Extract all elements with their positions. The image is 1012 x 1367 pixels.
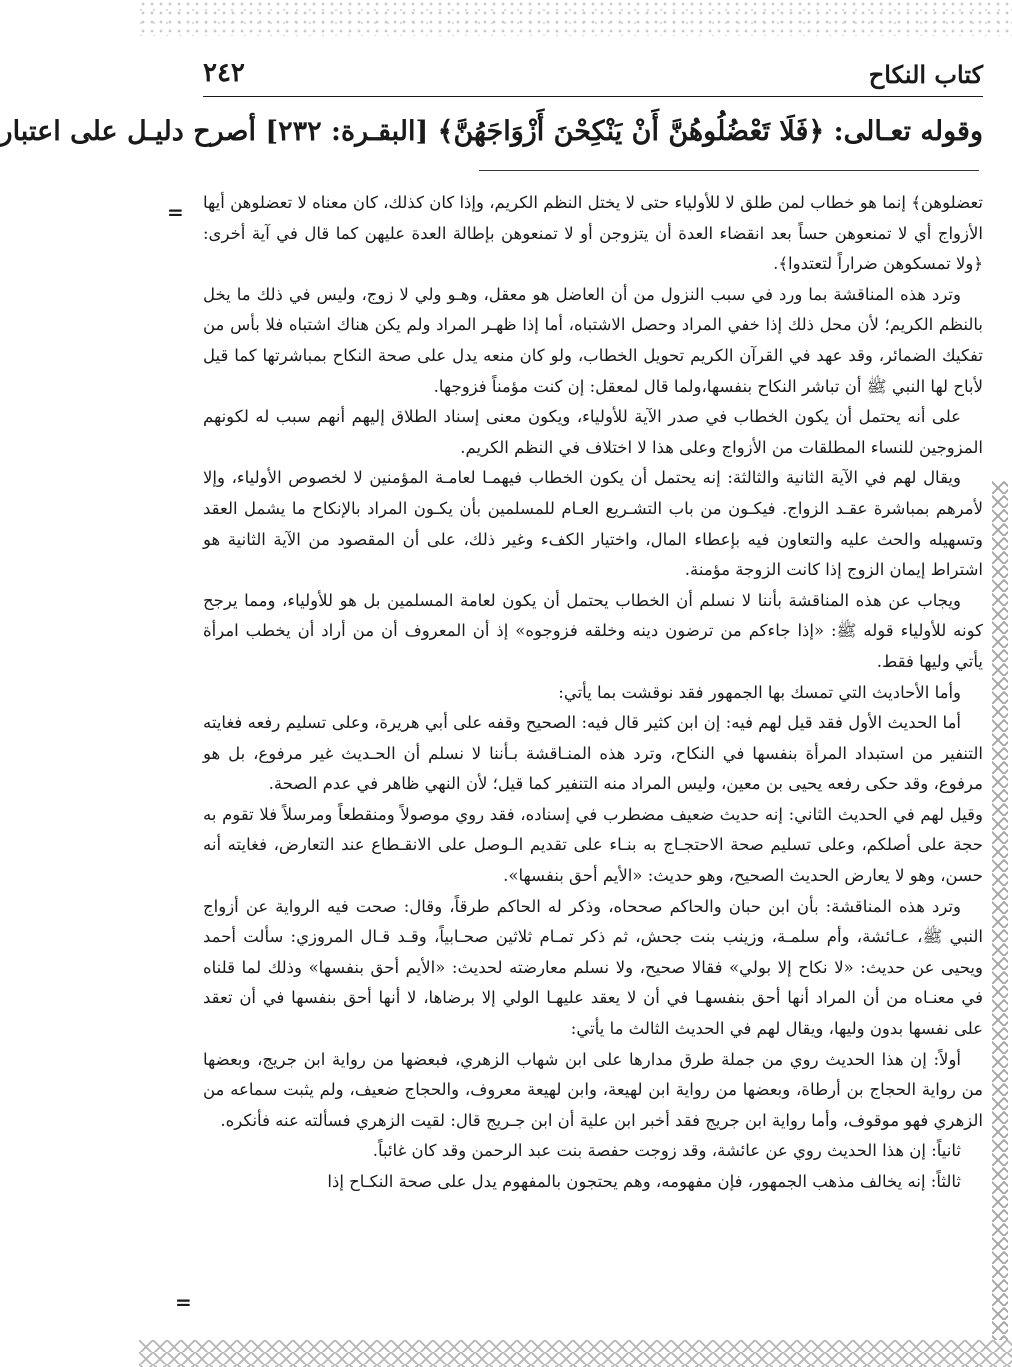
paragraph: ثانياً: إن هذا الحديث روي عن عائشة، وقد زوجت حفصة بنت عبد الرحمن وقد كان غائباً. bbox=[372, 1141, 961, 1161]
paragraph: ويجاب عن هذه المناقشة بأننا لا نسلم أن الخطاب يحتمل أن يكون لعامة المسلمين بل هو للأولياء، ومما يرجح كونه للأولياء قوله ﷺ: «إذا جاءكم من ترضون دينه وخلقه فزوجوه» إذ أن المعروف أن من أراد أن يخطب امرأة يأتي وليها فقط. bbox=[203, 590, 983, 671]
paragraph: أولاً: إن هذا الحديث روي من جملة طرق مدارها على ابن شهاب الزهري، فبعضها من رواية ابن جريج، وبعضها من رواية الحجاج بن أرطاة، وبعضها من رواية ابن لهيعة، وابن لهيعة معروف، والحجاج ضعيف، ولم يثبت سماعه من الزهري فهو موقوف، وأما رواية ابن جريج فقد أخبر ابن علية أن ابن جـريج قال: لقيت الزهري فسألته عنه فأنكره. bbox=[203, 1049, 983, 1130]
paragraph: تعضلوهن﴾ إنما هو خطاب لمن طلق لا للأولياء حتى لا يختل النظم الكريم، وإذا كان كذلك، كان معناه لا تعضلوهن أيها الأزواج أي لا تمنعوهن حساً بعد انقضاء العدة أن يتزوجن أو لا تمنعوهن بإطالة العدة عليهن كما قال في آية أخرى: ﴿ولا تمسكوهن ضراراً لتعتدوا﴾. bbox=[203, 193, 983, 274]
bottom-decorative-border bbox=[139, 1340, 1012, 1367]
continuation-mark-bottom: = bbox=[175, 1290, 192, 1314]
main-text-body bbox=[203, 188, 983, 1338]
heading-rule bbox=[479, 170, 979, 171]
paragraph: ويقال لهم في الآية الثانية والثالثة: إنه يحتمل أن يكون الخطاب فيهمـا لعامـة المؤمنين لا لخصوص الأولياء، وإلا لأمرهم بمباشرة عقـد الزواج. فيكـون من باب التشـريع العـام للمسلمين بأن يكـون المراد بالإنكاح ما يشمل العقد وتسهيله والحث عليه والتعاون فيه بإعطاء المال، واختيار الكفء وغير ذلك، على أن المقصود من الآية الثانية هو اشتراط إيمان الزوج إذا كانت الزوجة مؤمنة. bbox=[203, 468, 983, 580]
continuation-mark-top: = bbox=[167, 200, 184, 224]
paragraph: وترد هذه المناقشة: بأن ابن حبان والحاكم صححاه، وذكر له الحاكم طرقاً، وقال: صحت فيه الرواية عن أزواج النبي ﷺ، عـائشة، وأم سلمـة، وزينب بنت جحش، ثم ذكر تمـام ثلاثين صحـابياً، وقـد قـال المروزي: سألت أحمد ويحيى عن حديث: «لا نكاح إلا بولي» فقالا صحيح، ولا نسلم معارضته لحديث: «الأيم أحق بنفسها» وذلك لما قلناه في معنـاه من أن المراد أنها أحق بنفسهـا في أن لا يعقد عليهـا الولي إلا برضاها، لا أنها أحق بنفسها في أن تعقد على نفسها بدون وليها، ويقال لهم في الحديث الثالث ما يأتي: bbox=[203, 896, 983, 1039]
paragraph: أما الحديث الأول فقد قيل لهم فيه: إن ابن كثير قال فيه: الصحيح وقفه على أبي هريرة، وعلى تسليم رفعه فغايته التنفير من استبداد المرأة بنفسها في النكاح، وترد هذه المنـاقشة بـأننا لا نسلم أن الحـديث غير مرفوع، بل هو مرفوع، وقد حكى رفعه يحيى بن معين، وليس المراد منه التنفير كما قيل؛ لأن النهي ظاهر في عدم الصحة. bbox=[203, 713, 983, 794]
page-title: كتاب النكاح bbox=[868, 60, 983, 89]
top-decorative-border bbox=[139, 0, 1012, 36]
paragraph: ثالثاً: إنه يخالف مذهب الجمهور، فإن مفهومه، وهم يحتجون بالمفهوم يدل على صحة النكـاح إذا bbox=[327, 1172, 961, 1191]
margin-ornament bbox=[992, 480, 1008, 1340]
continued-heading-line: وقوله تعـالى: ﴿فَلَا تَعْضُلُوهُنَّ أَنْ يَنْكِحْنَ أَزْوَاجَهُنَّ﴾ [البقـرة: ٢٣٢] أصرح دليـل على اعتبار bbox=[0, 116, 983, 147]
page-number: ٢٤٢ bbox=[203, 58, 245, 88]
paragraph: وأما الأحاديث التي تمسك بها الجمهور فقد نوقشت بما يأتي: bbox=[558, 682, 961, 702]
paragraph: وقيل لهم في الحديث الثاني: إنه حديث ضعيف مضطرب في إسناده، فقد روي موصولاً ومنقطعاً ومرسلاً فلا تقوم به حجة على أصلكم، وعلى تسليم صحة الاحتجـاج به بنـاء على تقديم الـوصل على الانقـطاع عند التعارض، فغايته أنه حسن، وهو لا يعارض الحديث الصحيح، وهو حديث: «الأيم أحق بنفسها». bbox=[203, 804, 983, 886]
paragraph: وترد هذه المناقشة بما ورد في سبب النزول من أن العاضل هو معقل، وهـو ولي لا زوج، وليس في ذلك ما يخل بالنظم الكريم؛ لأن محل ذلك إذا خفي المراد وحصل الاشتباه، أما إذا ظهـر المراد ولم يكن هناك اشتباه فلا بأس من تفكيك الضمائر، وقد عهد في القرآن الكريم تحويل الخطاب، ولو كان منعه يدل على صحة النكاح بمباشرتها كما قيل لأباح لها النبي ﷺ أن تباشر النكاح بنفسها،ولما قال لمعقل: إن كنت مؤمناً فزوجها. bbox=[203, 284, 983, 396]
paragraph: على أنه يحتمل أن يكون الخطاب في صدر الآية للأولياء، ويكون معنى إسناد الطلاق إليهم أنهم سبب له لكونهم المزوجين للنساء المطلقات من الأزواج وعلى هذا لا اختلاف في النظم الكريم. bbox=[203, 407, 983, 457]
page-header bbox=[203, 56, 983, 97]
